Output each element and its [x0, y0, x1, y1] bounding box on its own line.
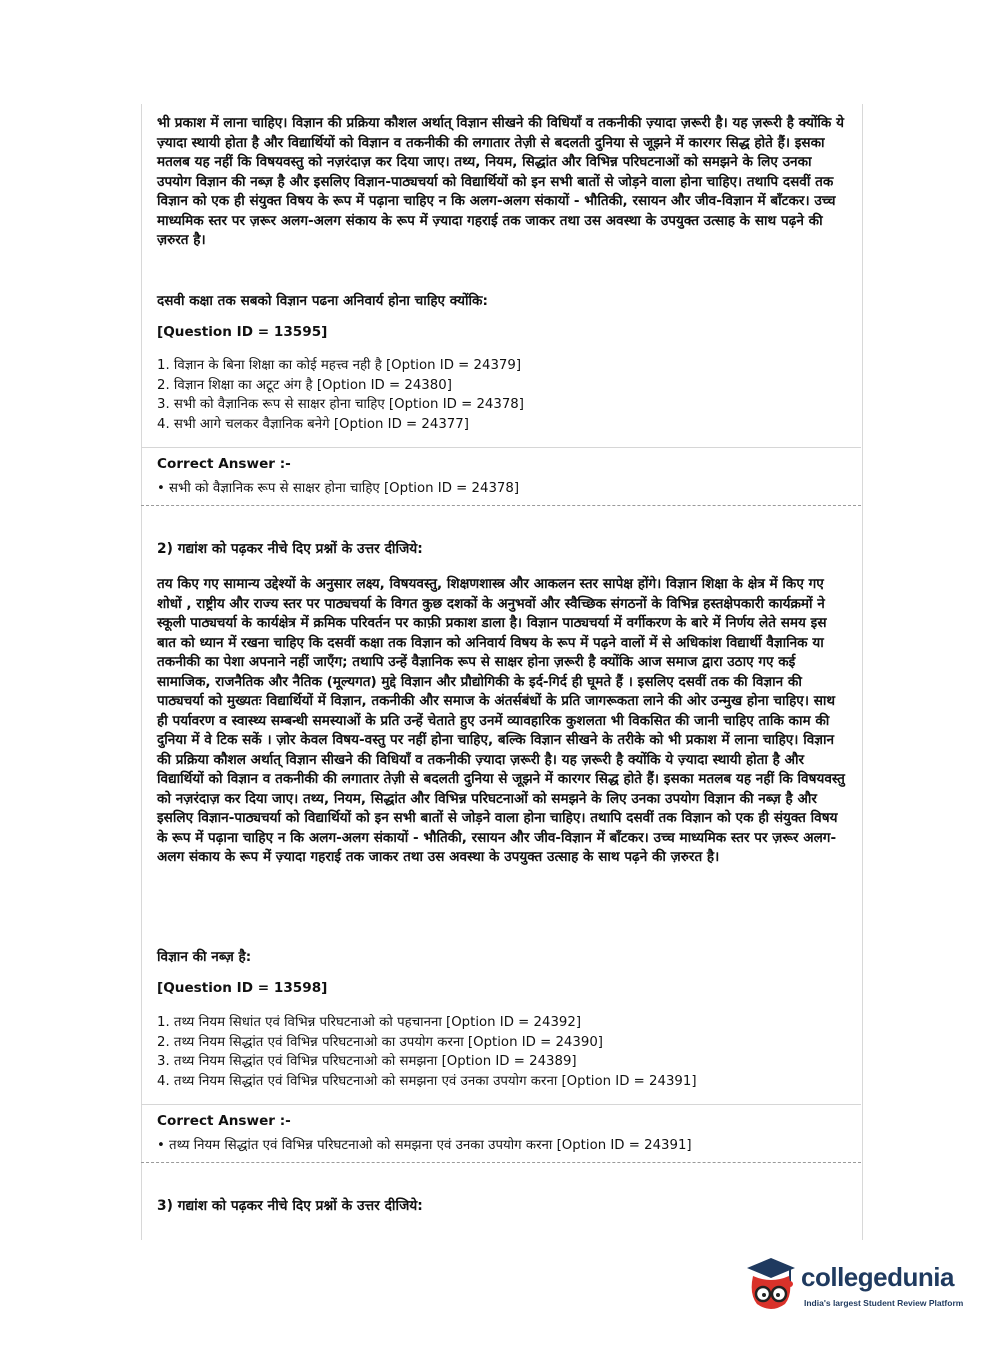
option-item: 1. विज्ञान के बिना शिक्षा का कोई महत्त्व नही है [Option ID = 24379] — [157, 358, 522, 373]
correct-answer-2 — [157, 1135, 847, 1153]
logo-wordmark: collegedunia — [801, 1262, 954, 1292]
passage-2: तय किए गए सामान्य उद्देश्यों के अनुसार लक्ष्य, विषयवस्तु, शिक्षणशास्त्र और आकलन स्तर सापेक्ष होंगे। विज्ञान शिक्षा के क्षेत्र में किए गए शोधों , राष्ट्रीय और राज्य स्तर पर पाठ्यचर्या के विगत कुछ दशकों के अनुभवों और स्वैच्छिक संगठनों के विभिन्न हस्तक्षेपकारी कार्यक्रमों ने स्कूली पाठ्यचर्या के कार्यक्षेत्र में क्रमिक परिवर्तन पर काफ़ी प्रकाश डाला है। विज्ञान पाठ्यचर्या में वर्गीकरण के बारे में निर्णय लेते समय इस बात को ध्यान में रखना चाहिए कि दसवीं कक्षा तक विज्ञान को अनिवार्य विषय के रूप में पढ़ने वालों में से अधिकांश विद्यार्थी वैज्ञानिक या तकनीकी का पेशा अपनाने नहीं जाएँग; तथापि उन्हें वैज्ञानिक रूप से साक्षर होना ज़रूरी है क्योंकि आज समाज द्वारा उठाए गए कई सामाजिक, राजनैतिक और नैतिक (मूल्यगत) मुद्दे विज्ञान और प्रौद्योगिकी के इर्द-गिर्द ही घूमते हैं । इसलिए दसवीं तक की विज्ञान की पाठ्यचर्या को मुख्यतः विद्यार्थियों में विज्ञान, तकनीकी और समाज के अंतर्सबंधों के प्रति जागरूकता लाने की ओर उन्मुख होना चाहिए। साथ ही पर्यावरण व स्वास्थ्य सम्बन्धी समस्याओं के प्रति उन्हें चेताते हुए उनमें व्यावहारिक कुशलता भी विकसित की जानी चाहिए ताकि काम की दुनिया में वे टिक सकें । ज़ोर केवल विषय-वस्तु पर नहीं होना चाहिए, बल्कि विज्ञान सीखने के तरीके को भी प्रकाश में लाना चाहिए। विज्ञान की प्रक्रिया कौशल अर्थात् विज्ञान सीखने की विधियाँ व तकनीकी ज़्यादा ज़रूरी है। यह ज़रूरी है क्योंकि ये ज़्यादा स्थायी होता है और विद्यार्थियों को विज्ञान व तकनीकी की लगातार तेज़ी से बदलती दुनिया से जूझने में कारगर सिद्ध होते हैं। इसका मतलब यह नहीं कि विषयवस्तु को नज़रंदाज़ कर दिया जाए। तथ्य, नियम, सिद्धांत और विभिन्न परिघटनाओं को समझने के लिए उनका उपयोग विज्ञान की नब्ज़ है और इसलिए विज्ञान-पाठ्यचर्या को विद्यार्थियों को इन सभी बातों से जोड़ने वाला होना चाहिए। तथापि दसवीं तक विज्ञान को एक ही संयुक्त विषय के रूप में पढ़ाना चाहिए न कि अलग-अलग संकायों - भौतिकी, रसायन और जीव-विज्ञान में बाँटकर। उच्च माध्यमिक स्तर पर ज़रूर अलग-अलग संकाय के रूप में ज़्यादा गहराई तक जाकर तथा उस अवस्था के उपयुक्त उत्साह के साथ पढ़ने की ज़रुरत है। — [157, 576, 845, 865]
option-item: 3. सभी को वैज्ञानिक रूप से साक्षर होना चाहिए [Option ID = 24378] — [157, 397, 524, 412]
option-item: 2. तथ्य नियम सिद्धांत एवं विभिन्न परिघटनाओ का उपयोग करना [Option ID = 24390] — [157, 1034, 603, 1050]
divider — [141, 1104, 861, 1105]
bullet-icon: • — [157, 1138, 165, 1153]
question-heading-3: 3) गद्यांश को पढ़कर नीचे दिए प्रश्नों के उत्तर दीजिये: — [157, 1198, 423, 1214]
option-item: 1. तथ्य नियम सिधांत एवं विभिन्न परिघटनाओ को पहचानना [Option ID = 24392] — [157, 1015, 582, 1030]
option-item: 4. तथ्य नियम सिद्धांत एवं विभिन्न परिघटनाओ को समझना एवं उनका उपयोग करना [Option ID = 24391] — [157, 1073, 697, 1089]
correct-answer-label-2: Correct Answer :- — [157, 1113, 291, 1129]
question-heading-2: 2) गद्यांश को पढ़कर नीचे दिए प्रश्नों के उत्तर दीजिये: — [157, 541, 423, 557]
question-id-1: [Question ID = 13595] — [157, 324, 328, 340]
question-divider — [141, 505, 861, 506]
correct-answer-1 — [157, 478, 847, 496]
logo-tagline: India's largest Student Review Platform — [804, 1298, 964, 1308]
collegedunia-logo — [741, 1250, 971, 1325]
option-item: 2. विज्ञान शिक्षा का अटूट अंग है [Option ID = 24380] — [157, 377, 452, 393]
options-list-2 — [157, 1013, 847, 1091]
option-item: 3. तथ्य नियम सिद्धांत एवं विभिन्न परिघटनाओ को समझना [Option ID = 24389] — [157, 1054, 577, 1069]
correct-answer-text: सभी को वैज्ञानिक रूप से साक्षर होना चाहिए [Option ID = 24378] — [169, 481, 520, 496]
bullet-icon: • — [157, 481, 165, 496]
question-text-1: दसवी कक्षा तक सबको विज्ञान पढना अनिवार्य होना चाहिए क्योंकि: — [157, 293, 488, 309]
options-list-1 — [157, 356, 847, 434]
correct-answer-text: तथ्य नियम सिद्धांत एवं विभिन्न परिघटनाओ को समझना एवं उनका उपयोग करना [Option ID = 24391] — [169, 1138, 692, 1153]
mascot-icon — [741, 1254, 803, 1316]
question-text-2: विज्ञान की नब्ज़ है: — [157, 949, 252, 965]
question-id-2: [Question ID = 13598] — [157, 980, 328, 996]
divider — [141, 447, 861, 448]
option-item: 4. सभी आगे चलकर वैज्ञानिक बनेगे [Option ID = 24377] — [157, 416, 469, 432]
passage-tail: भी प्रकाश में लाना चाहिए। विज्ञान की प्रक्रिया कौशल अर्थात् विज्ञान सीखने की विधियाँ व तकनीकी ज़्यादा ज़रूरी है। यह ज़रूरी है क्योंकि ये ज़्यादा स्थायी होता है और विद्यार्थियों को विज्ञान व तकनीकी की लगातार तेज़ी से बदलती दुनिया से जूझने में कारगर सिद्ध होते हैं। इसका मतलब यह नहीं कि विषयवस्तु को नज़रंदाज़ कर दिया जाए। तथ्य, नियम, सिद्धांत और विभिन्न परिघटनाओं को समझने के लिए उनका उपयोग विज्ञान की नब्ज़ है और इसलिए विज्ञान-पाठ्यचर्या को विद्यार्थियों को इन सभी बातों से जोड़ने वाला होना चाहिए। तथापि दसवीं तक विज्ञान को एक ही संयुक्त विषय के रूप में पढ़ाना चाहिए न कि अलग-अलग संकायों - भौतिकी, रसायन और जीव-विज्ञान में बाँटकर। उच्च माध्यमिक स्तर पर ज़रूर अलग-अलग संकाय के रूप में ज़्यादा गहराई तक जाकर तथा उस अवस्था के उपयुक्त उत्साह के साथ पढ़ने की ज़रुरत है। — [157, 115, 844, 248]
correct-answer-label-1: Correct Answer :- — [157, 456, 291, 472]
question-divider — [141, 1162, 861, 1163]
